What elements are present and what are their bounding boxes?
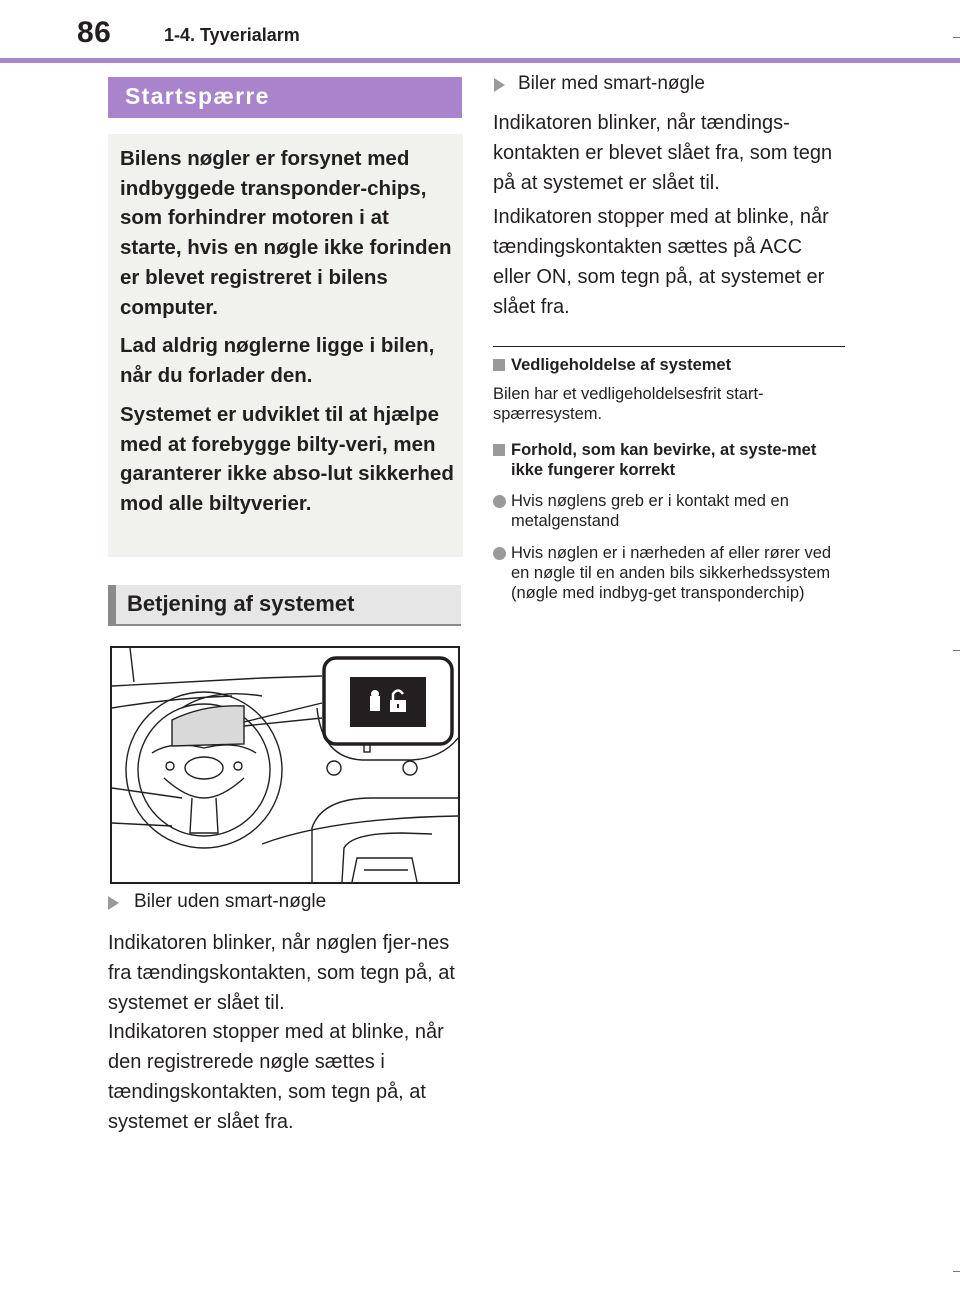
body-paragraph: Indikatoren blinker, når tændings-kontakten er blevet slået fra, som tegn på at systemet er slået til. <box>493 112 833 194</box>
note-heading: Forhold, som kan bevirke, at syste-met ikke fungerer korrekt <box>511 441 817 479</box>
edge-mark <box>953 37 960 38</box>
body-paragraph: Indikatoren blinker, når nøglen fjer-nes fra tændingskontakten, som tegn på, at systemet er slået til. <box>108 932 455 1014</box>
triangle-bullet-icon <box>108 896 119 910</box>
note-text: Bilen har et vedligeholdelsesfrit start-spærresystem. <box>493 385 764 423</box>
square-bullet-icon <box>493 359 505 371</box>
edge-mark <box>953 1271 960 1272</box>
note-list-item: Hvis nøglens greb er i kontakt med en metalgenstand <box>511 492 789 530</box>
info-box <box>108 134 463 557</box>
subsection-label: Biler uden smart-nøgle <box>134 891 327 912</box>
header-rule <box>0 58 960 63</box>
triangle-bullet-icon <box>494 78 505 92</box>
section-heading-betjening <box>108 585 461 626</box>
subsection-label: Biler med smart-nøgle <box>518 73 705 94</box>
circle-bullet-icon <box>493 495 506 508</box>
chapter-title: 1-4. Tyverialarm <box>164 25 300 45</box>
info-paragraph: Lad aldrig nøglerne ligge i bilen, når du forlader den. <box>120 334 435 387</box>
divider <box>493 346 845 347</box>
note-heading: Vedligeholdelse af systemet <box>511 356 732 374</box>
body-paragraph: Indikatoren stopper med at blinke, når tændingskontakten sættes på ACC eller ON, som tegn på, at systemet er slået fra. <box>493 206 829 318</box>
section-heading-startspaerre <box>108 77 462 118</box>
page-number: 86 <box>77 16 112 49</box>
body-paragraph: Indikatoren stopper med at blinke, når den registrerede nøgle sættes i tændingskontakten, som tegn på, at systemet er slået fra. <box>108 1021 444 1133</box>
circle-bullet-icon <box>493 547 506 560</box>
dashboard-illustration <box>110 646 460 884</box>
section-heading-text: Betjening af systemet <box>127 591 355 616</box>
info-paragraph: Bilens nøgler er forsynet med indbyggede transponder-chips, som forhindrer motoren i at starte, hvis en nøgle ikke forinden er blevet registreret i bilens computer. <box>120 147 452 319</box>
section-heading-text: Startspærre <box>125 83 270 109</box>
edge-mark <box>953 650 960 651</box>
square-bullet-icon <box>493 444 505 456</box>
dashboard-drawing <box>112 648 458 882</box>
info-paragraph: Systemet er udviklet til at hjælpe med at forebygge bilty-veri, men garanterer ikke abso-lut sikkerhed mod alle biltyverier. <box>120 403 454 516</box>
note-list-item: Hvis nøglen er i nærheden af eller rører ved en nøgle til en anden bils sikkerhedssystem (nøgle med indbyg-get transponderchip) <box>511 544 832 602</box>
